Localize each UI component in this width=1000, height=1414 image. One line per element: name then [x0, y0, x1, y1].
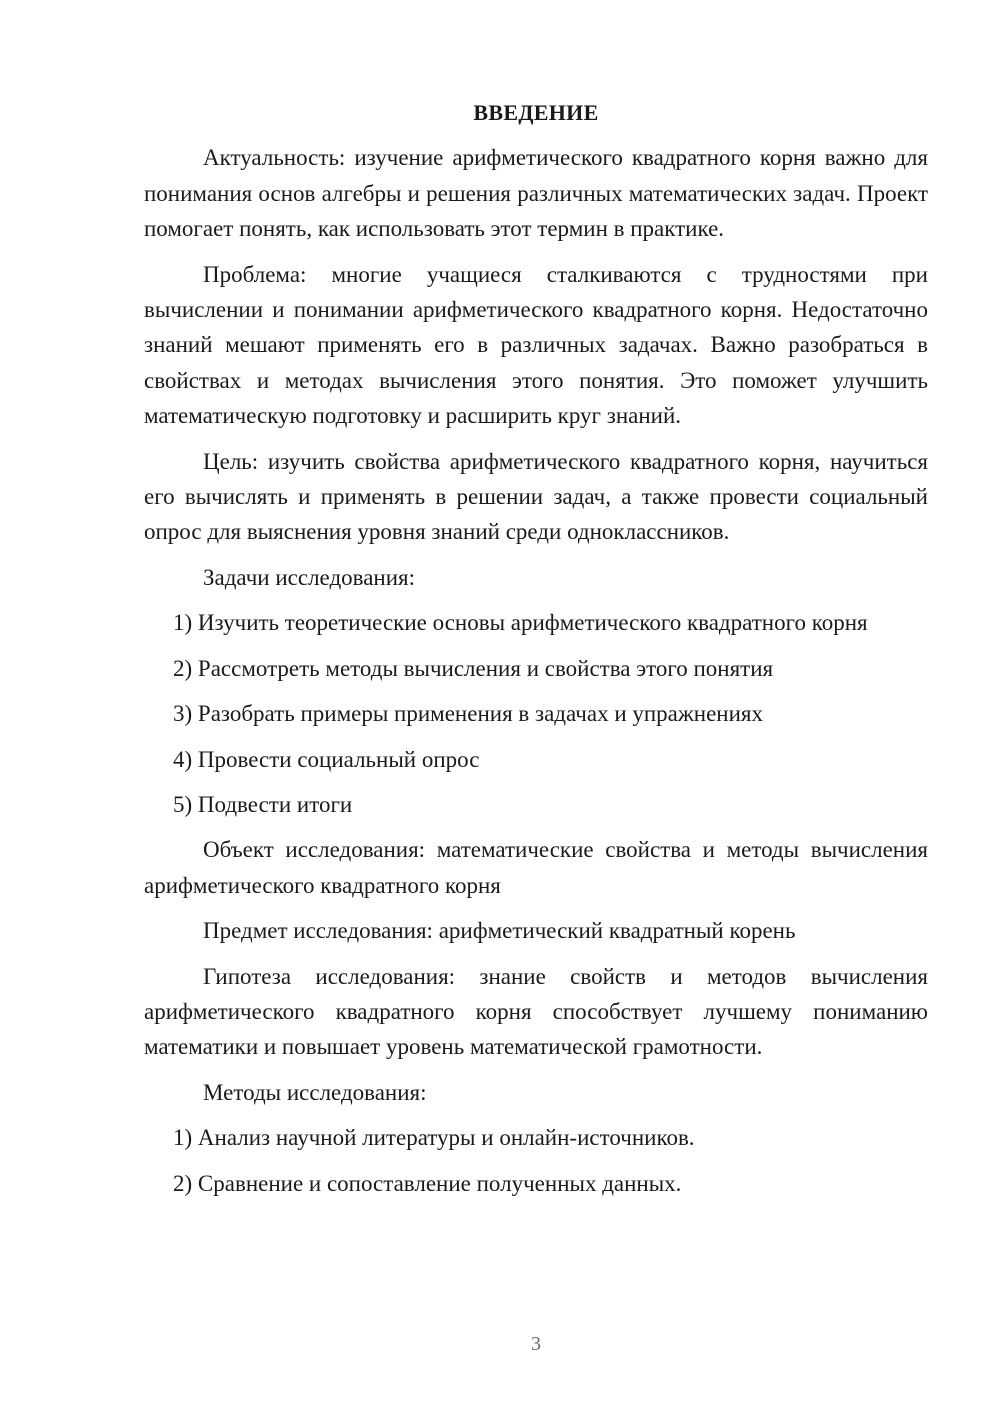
list-item: 3) Разобрать примеры применения в задачах и упражнениях [173, 701, 763, 727]
list-item: 2) Рассмотреть методы вычисления и свойства этого понятия [173, 655, 774, 681]
list-item: 1) Изучить теоретические основы арифметического квадратного корня [173, 610, 868, 636]
list-item: 1) Анализ научной литературы и онлайн-источников. [173, 1125, 695, 1151]
goal-paragraph: Цель: изучить свойства арифметического квадратного корня, научиться его вычислять и применять в решении задач, а также провести социальный опрос для выяснения уровня знаний среди одноклассников. [144, 448, 928, 545]
list-item: 4) Провести социальный опрос [173, 746, 480, 772]
tasks-list [144, 605, 928, 822]
page-number: 3 [531, 1333, 541, 1355]
relevance-paragraph: Актуальность: изучение арифметического квадратного корня важно для понимания основ алгебры и решения различных математических задач. Проект помогает понять, как использовать этот термин в практике. [144, 145, 928, 242]
tasks-title: Задачи исследования: [203, 564, 416, 590]
subject-paragraph: Предмет исследования: арифметический квадратный корень [203, 918, 796, 944]
section-heading: ВВЕДЕНИЕ [473, 100, 599, 125]
hypothesis-paragraph: Гипотеза исследования: знание свойств и методов вычисления арифметического квадратного корня способствует лучшему пониманию математики и повышает уровень математической грамотности. [144, 963, 928, 1060]
object-paragraph: Объект исследования: математические свойства и методы вычисления арифметического квадратного корня [144, 837, 928, 898]
methods-list [144, 1120, 928, 1201]
problem-paragraph: Проблема: многие учащиеся сталкиваются с трудностями при вычислении и понимании арифметического квадратного корня. Недостаточно знаний мешают применять его в различных задачах. Важно разобраться в свойствах и методах вычисления этого понятия. Это поможет улучшить математическую подготовку и расширить круг знаний. [144, 261, 928, 429]
methods-title: Методы исследования: [203, 1079, 427, 1105]
list-item: 2) Сравнение и сопоставление полученных данных. [173, 1170, 682, 1196]
list-item: 5) Подвести итоги [173, 791, 353, 817]
document-page [144, 95, 928, 1211]
